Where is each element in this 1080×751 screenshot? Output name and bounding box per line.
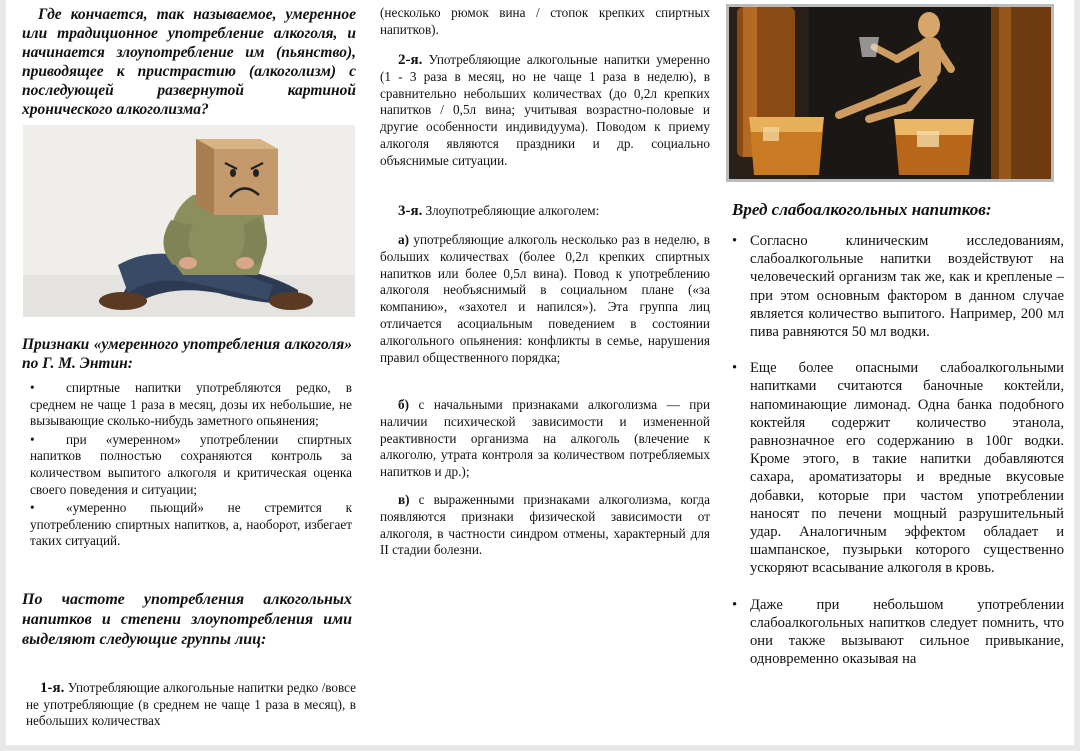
frequency-heading: По частоте употребления алкогольных напитков и степени злоупотребления ими выделяют следующие группы лиц: bbox=[22, 591, 352, 648]
list-item bbox=[732, 359, 1064, 577]
list-item bbox=[30, 380, 352, 430]
group-1-text: Употребляющие алкогольные напитки редко /вовсе не употребляющие (в среднем не чаще 1 раза в месяц), в небольших количествах bbox=[26, 680, 356, 729]
group-3-number: 3-я. bbox=[398, 203, 423, 219]
sign-text: при «умеренном» употреблении спиртных напитков полностью сохраняются контроль за количеством выпитого алкоголя и критическая оценка своего поведения и ситуации; bbox=[30, 431, 352, 497]
harm-heading: Вред слабоалкогольных напитков: bbox=[732, 200, 992, 219]
leaflet-sheet bbox=[6, 0, 1074, 745]
sign-text: спиртные напитки употребляются редко, в среднем не чаще 1 раза в месяц, дозы их небольшие, не вызывающие сколько-нибудь заметного опьянения; bbox=[30, 380, 352, 429]
signs-list bbox=[30, 380, 352, 550]
harm-text: Даже при небольшом употреблении слабоалкогольных напитков следует помнить, что они также вызывают сильное привыкание, одновременно оказывая на bbox=[750, 596, 1064, 668]
group-2 bbox=[380, 52, 710, 170]
group-3-text: Злоупотребляющие алкоголем: bbox=[425, 203, 600, 218]
bullet: • bbox=[30, 431, 35, 447]
group-3b bbox=[380, 397, 710, 481]
group-2-text: Употребляющие алкогольные напитки умеренно (1 - 3 раза в месяц, но не чаще 1 раза в неделю), в сравнительно небольших количествах (до 0,2л крепких напитков / 0,5л вина; учитывая возрастно-половые и другие особенности индивидуума). Поводом к приему алкоголя являются праздники и др. социально объяснимые ситуации. bbox=[380, 52, 710, 168]
bullet: • bbox=[30, 500, 35, 516]
group-3c-text: с выраженными признаками алкоголизма, когда появляются признаки физической зависимости от алкоголя, в частности синдром отмены, характерный для II стадии болезни. bbox=[380, 492, 710, 558]
group-3b-text: с начальными признаками алкоголизма — при наличии психической зависимости и измененной реактивности организма на алкоголь (влечение к алкоголю, утрата контроля за количеством потребляемых напитков и др.); bbox=[380, 397, 710, 480]
harm-text: Еще более опасными слабоалкогольными напитками считаются баночные коктейли, напоминающие лимонад. Одна банка подобного коктейля содержит количество этанола, равнозначное его содержанию в 100г водки. Кроме этого, в такие напитки добавляются сахара, ароматизаторы и вредные вкусовые добавки, которые при частом употреблении наносят по печени мощный разрушительный удар. Аналогичным эффектом обладает и шампанское, пузырьки которого существенно ускоряют всасывание алкоголя в кровь. bbox=[750, 360, 1064, 577]
group-1-number: 1-я. bbox=[40, 680, 65, 696]
sign-text: «умеренно пьющий» не стремится к употреблению спиртных напитков, а, наоборот, избегает таких ситуаций. bbox=[30, 500, 352, 549]
group-3a-text: употребляющие алкоголь несколько раз в неделю, в больших количествах (более 0,2л крепких спиртных напитков или более 0,5л вина). Повод к употреблению алкоголя необъяснимый в социальном плане («за компанию», «захотел и напился»). Эта группа лиц отличается асоциальным поведением в состоянии алкогольного опьянения: конфликты в семье, нарушения правил общественного порядка; bbox=[380, 232, 711, 365]
list-item bbox=[732, 232, 1064, 341]
group-3a bbox=[380, 232, 710, 366]
photo-man-with-box bbox=[23, 125, 355, 317]
photo-mannequin-whiskey bbox=[726, 4, 1054, 182]
bullet: • bbox=[732, 360, 738, 377]
harm-list bbox=[732, 232, 1064, 668]
group-3 bbox=[380, 203, 710, 220]
intro-question: Где кончается, так называемое, умеренное или традиционное употребление алкоголя, и начинается злоупотребление им (пьянство), приводящее к пристрастию (алкоголизм) с последующей развернутой картиной хронического алкоголизма? bbox=[22, 6, 356, 118]
list-item bbox=[30, 432, 352, 498]
group-2-number: 2-я. bbox=[398, 52, 423, 68]
list-item bbox=[732, 596, 1064, 669]
bullet: • bbox=[732, 233, 738, 249]
bullet: • bbox=[30, 380, 35, 395]
harm-text: Согласно клиническим исследованиям, слабоалкогольные напитки воздействуют на человеческий организм так же, как и крепленые – при этом основным фактором в данном случае является количество выпитого. Например, 200 мл пива равняются 50 мл водки. bbox=[750, 233, 1064, 341]
group-1 bbox=[26, 680, 356, 730]
group-1-continued: (несколько рюмок вина / стопок крепких спиртных напитков). bbox=[380, 5, 710, 37]
group-3c bbox=[380, 492, 710, 559]
group-3c-label: в) bbox=[398, 492, 410, 507]
group-3a-label: а) bbox=[398, 232, 409, 247]
signs-heading: Признаки «умеренного употребления алкоголя» по Г. М. Энтин: bbox=[22, 336, 352, 372]
list-item bbox=[30, 500, 352, 550]
group-3b-label: б) bbox=[398, 397, 409, 412]
bullet: • bbox=[732, 596, 738, 613]
